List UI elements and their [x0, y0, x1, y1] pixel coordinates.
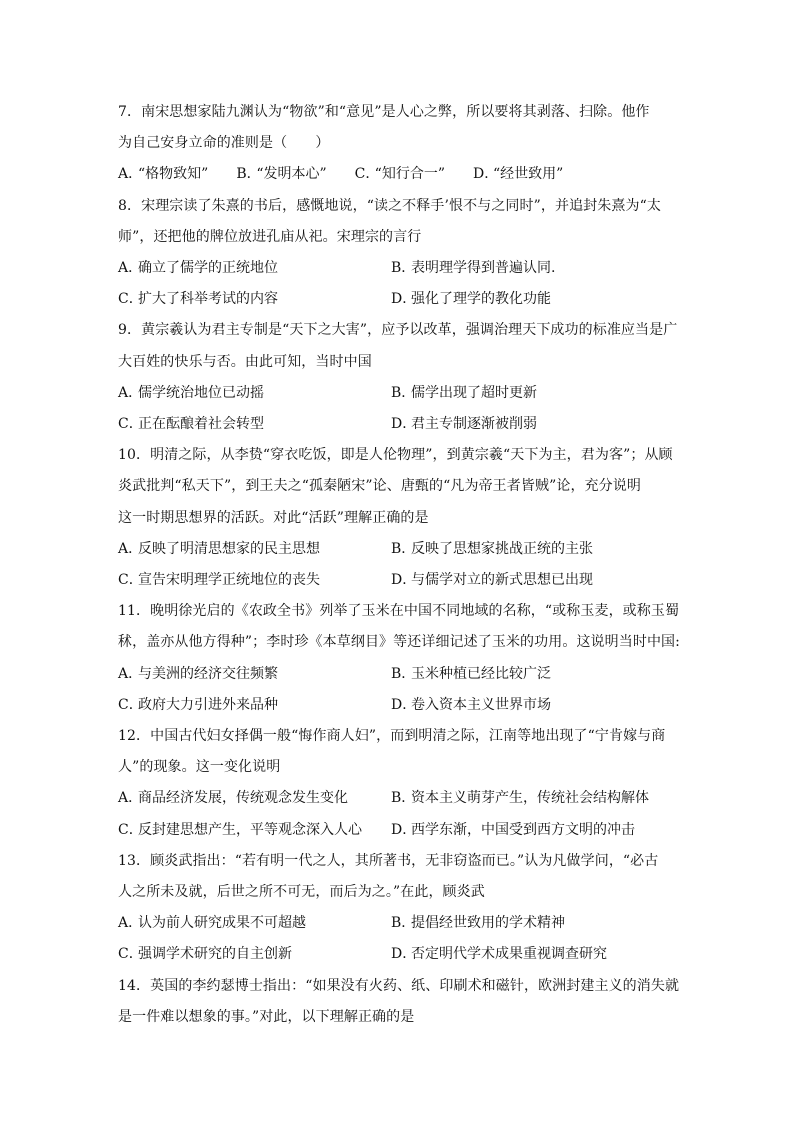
question-block	[118, 191, 734, 316]
options-row	[118, 908, 734, 939]
option-letter: B．	[391, 665, 416, 682]
option-letter: D．	[472, 166, 499, 183]
question-stem-line: 炎武批判“私天下”，到王夫之“孤秦陋宋”论、唐甄的“凡为帝王者皆贼”论，充分说明	[118, 478, 641, 495]
question-stem-line: 13．顾炎武指出：“若有明一代之人，其所著书，无非窃盗而已。”认为凡做学问，“必古	[118, 852, 659, 869]
answer-option	[391, 659, 664, 690]
question-block	[118, 846, 734, 971]
option-text: 扩大了科举考试的内容	[138, 291, 278, 308]
option-letter: B．	[391, 915, 416, 932]
option-text: 正在酝酿着社会转型	[138, 416, 264, 433]
option-letter: D．	[391, 572, 417, 589]
answer-option	[355, 159, 445, 190]
option-text: 认为前人研究成果不可超越	[138, 915, 306, 932]
answer-option	[391, 565, 664, 596]
option-text: 反封建思想产生，平等观念深入人心	[138, 821, 362, 838]
question-stem-line: 为自己安身立命的准则是（ ）	[118, 135, 330, 152]
answer-option	[118, 908, 391, 939]
option-text: “经世致用”	[492, 166, 564, 183]
options-row	[118, 534, 734, 565]
option-letter: C．	[118, 696, 143, 713]
options-row	[118, 284, 734, 315]
option-text: 资本主义萌芽产生，传统社会结构解体	[411, 790, 649, 807]
option-text: “格物致知”	[138, 166, 209, 183]
question-stem-line: 师”，还把他的牌位放进孔庙从祀。宋理宗的言行	[118, 228, 422, 245]
answer-option	[118, 409, 391, 440]
option-text: 政府大力引进外来品种	[138, 696, 278, 713]
answer-option	[118, 284, 391, 315]
answer-option	[391, 409, 664, 440]
question-block	[118, 315, 734, 440]
option-text: 强化了理学的教化功能	[411, 291, 551, 308]
question-block	[118, 971, 734, 1033]
question-stem-line: 10．明清之际，从李贽“穿衣吃饭，即是人伦物理”，到黄宗羲“天下为主，君为客”；从顾	[118, 447, 673, 464]
option-text: 商品经济发展，传统观念发生变化	[138, 790, 348, 807]
answer-option	[118, 253, 391, 284]
option-text: 儒学统治地位已动摇	[138, 384, 264, 401]
answer-option	[391, 908, 664, 939]
option-letter: D．	[391, 696, 417, 713]
options-row	[118, 378, 734, 409]
answer-option	[118, 783, 391, 814]
option-letter: A．	[118, 790, 143, 807]
answer-option	[391, 815, 664, 846]
option-text: 强调学术研究的自主创新	[138, 946, 292, 963]
options-row	[118, 659, 734, 690]
answer-option	[118, 565, 391, 596]
option-letter: A．	[118, 915, 143, 932]
answer-option	[118, 534, 391, 565]
option-letter: C．	[354, 166, 380, 183]
answer-option	[118, 815, 391, 846]
option-text: 否定明代学术成果重视调查研究	[411, 946, 607, 963]
answer-option	[391, 783, 664, 814]
question-stem-line: 秫，盖亦从他方得种”；李时珍《本草纲目》等还详细记述了玉米的功用。这说明当时中国:	[118, 634, 680, 651]
option-letter: B．	[391, 384, 416, 401]
answer-option	[118, 378, 391, 409]
option-letter: B．	[391, 260, 416, 277]
question-stem-line: 9．黄宗羲认为君主专制是“天下之大害”，应予以改革，强调治理天下成功的标准应当是广	[118, 322, 678, 339]
question-block	[118, 97, 734, 191]
options-row	[118, 409, 734, 440]
option-text: 反映了明清思想家的民主思想	[138, 540, 320, 557]
option-letter: A．	[118, 665, 143, 682]
question-stem-line: 大百姓的快乐与否。由此可知，当时中国	[118, 353, 372, 370]
answer-option	[118, 939, 391, 970]
option-letter: B．	[391, 790, 416, 807]
question-stem-line: 14．英国的李约瑟博士指出：“如果没有火药、纸、印刷术和磁针，欧洲封建主义的消失就	[118, 977, 680, 994]
option-letter: D．	[391, 416, 417, 433]
option-letter: A．	[118, 540, 143, 557]
options-row	[118, 253, 734, 284]
option-text: 提倡经世致用的学术精神	[411, 915, 565, 932]
option-letter: A．	[118, 260, 143, 277]
option-letter: B．	[236, 166, 261, 183]
option-letter: C．	[118, 572, 143, 589]
option-letter: C．	[118, 946, 143, 963]
answer-option	[391, 690, 664, 721]
answer-option	[118, 159, 208, 190]
option-text: 西学东渐，中国受到西方文明的冲击	[411, 821, 635, 838]
question-block	[118, 440, 734, 596]
option-text: 卷入资本主义世界市场	[411, 696, 551, 713]
answer-option	[391, 253, 664, 284]
option-letter: C．	[118, 416, 143, 433]
option-text: 表明理学得到普遍认同.	[411, 260, 556, 277]
question-block	[118, 596, 734, 721]
options-row	[118, 939, 734, 970]
option-text: 反映了思想家挑战正统的主张	[411, 540, 593, 557]
options-row	[118, 690, 734, 721]
question-stem-line: 12．中国古代妇女择偶一般“悔作商人妇”，而到明清之际，江南等地出现了“宁肯嫁与商	[118, 728, 666, 745]
option-letter: C．	[118, 821, 143, 838]
option-text: 玉米种植已经比较广泛	[411, 665, 551, 682]
answer-option	[236, 159, 326, 190]
answer-option	[391, 284, 664, 315]
option-letter: A．	[118, 166, 143, 183]
option-text: “发明本心”	[256, 166, 327, 183]
option-text: “知行合一”	[374, 166, 445, 183]
options-row	[118, 783, 734, 814]
option-text: 与儒学对立的新式思想已出现	[411, 572, 593, 589]
answer-option	[391, 939, 664, 970]
option-letter: D．	[391, 946, 417, 963]
option-letter: D．	[391, 821, 417, 838]
answer-option	[391, 378, 664, 409]
options-row	[118, 815, 734, 846]
options-row	[118, 159, 734, 190]
question-block	[118, 721, 734, 846]
option-text: 宣告宋明理学正统地位的丧失	[138, 572, 320, 589]
question-stem-line: 7．南宋思想家陆九渊认为“物欲”和“意见”是人心之弊，所以要将其剥落、扫除。他作	[118, 104, 650, 120]
option-text: 君主专制逐渐被削弱	[411, 416, 537, 433]
answer-option	[118, 690, 391, 721]
answer-option	[473, 159, 563, 190]
option-letter: A．	[118, 384, 143, 401]
answer-option	[391, 534, 664, 565]
answer-option	[118, 659, 391, 690]
question-stem-line: 这一时期思想界的活跃。对此“活跃”理解正确的是	[118, 509, 429, 526]
question-stem-line: 人之所未及就，后世之所不可无，而后为之。”在此，顾炎武	[118, 884, 485, 901]
option-letter: C．	[118, 291, 143, 308]
question-stem-line: 11．晚明徐光启的《农政全书》列举了玉米在中国不同地域的名称，“或称玉麦，或称玉蜀	[118, 603, 680, 620]
question-stem-line: 是一件难以想象的事。”对此，以下理解正确的是	[118, 1008, 415, 1025]
option-letter: D．	[391, 291, 417, 308]
option-text: 确立了儒学的正统地位	[138, 260, 278, 277]
question-stem-line: 人”的现象。这一变化说明	[118, 759, 281, 776]
question-stem-line: 8．宋理宗读了朱熹的书后，感慨地说，“读之不释手’恨不与之同时”，并追封朱熹为“太	[118, 197, 661, 214]
option-letter: B．	[391, 540, 416, 557]
option-text: 与美洲的经济交往频繁	[138, 665, 278, 682]
option-text: 儒学出现了超时更新	[411, 384, 537, 401]
options-row	[118, 565, 734, 596]
